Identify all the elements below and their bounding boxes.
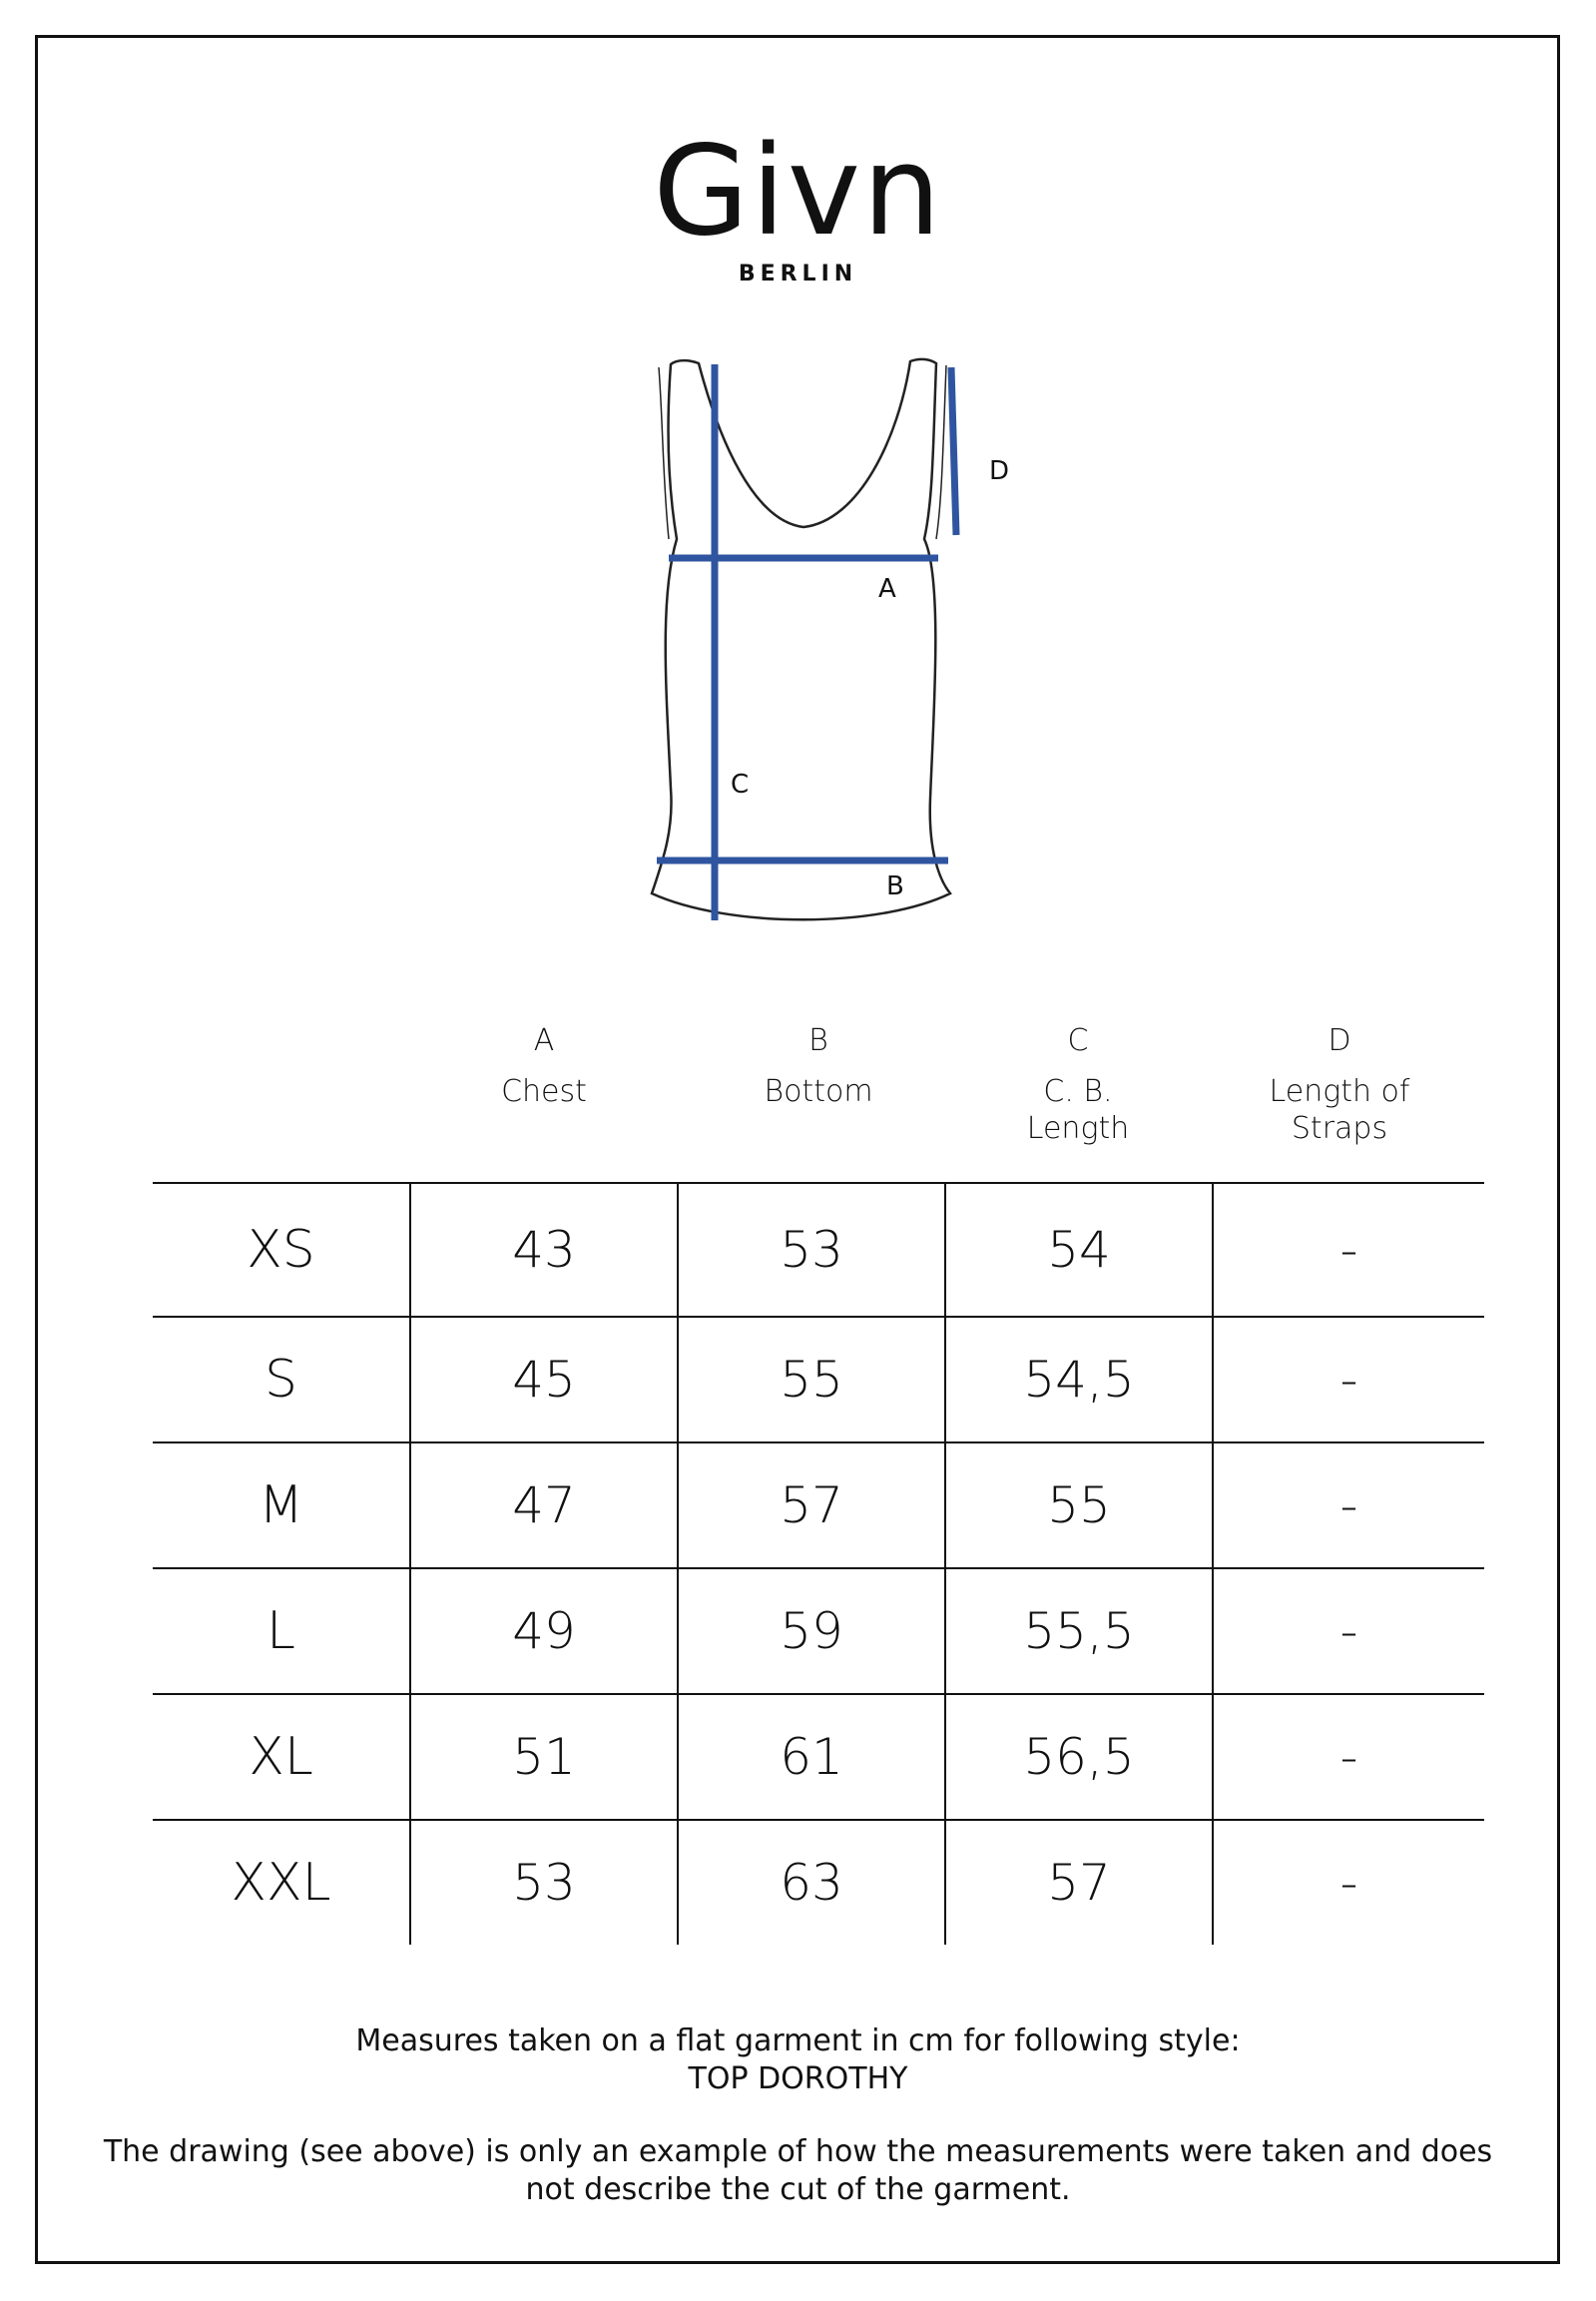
measure-line-d bbox=[951, 367, 956, 535]
table-row bbox=[153, 1820, 1484, 1945]
garment-diagram bbox=[0, 0, 1596, 958]
size-table bbox=[153, 1182, 1484, 1945]
column-letter: C bbox=[1067, 1023, 1089, 1058]
column-header-cb-length bbox=[948, 1022, 1208, 1147]
column-name: C. B. Length bbox=[1026, 1074, 1130, 1146]
column-letter: D bbox=[1328, 1023, 1351, 1058]
diagram-label-b: B bbox=[886, 871, 904, 901]
brand-logo: Givn bbox=[653, 120, 943, 264]
size-cell: XXL bbox=[153, 1820, 410, 1945]
size-cell: XS bbox=[153, 1183, 410, 1317]
measurement-lines bbox=[657, 364, 956, 920]
brand-subtitle: BERLIN bbox=[738, 262, 858, 287]
note-style-name: TOP DOROTHY bbox=[688, 2061, 908, 2096]
length-cell: 55 bbox=[945, 1442, 1213, 1568]
size-cell: M bbox=[153, 1442, 410, 1568]
size-cell: S bbox=[153, 1317, 410, 1442]
length-cell: 57 bbox=[945, 1820, 1213, 1945]
chest-cell: 45 bbox=[410, 1317, 678, 1442]
chest-cell: 47 bbox=[410, 1442, 678, 1568]
note-disclaimer-cont: not describe the cut of the garment. bbox=[525, 2172, 1071, 2207]
diagram-label-a: A bbox=[878, 574, 896, 604]
column-header-straps bbox=[1210, 1022, 1469, 1147]
length-cell: 54 bbox=[945, 1183, 1213, 1317]
table-row bbox=[153, 1317, 1484, 1442]
table-row bbox=[153, 1183, 1484, 1317]
tank-top-outline bbox=[652, 359, 950, 919]
straps-cell: - bbox=[1213, 1568, 1484, 1694]
straps-cell: - bbox=[1213, 1694, 1484, 1820]
bottom-cell: 59 bbox=[678, 1568, 945, 1694]
column-letter: B bbox=[808, 1023, 828, 1058]
column-name: Length of Straps bbox=[1269, 1074, 1410, 1146]
size-cell: XL bbox=[153, 1694, 410, 1820]
straps-cell: - bbox=[1213, 1442, 1484, 1568]
column-header-chest bbox=[414, 1022, 674, 1110]
chest-cell: 53 bbox=[410, 1820, 678, 1945]
column-letter: A bbox=[533, 1023, 555, 1058]
straps-cell: - bbox=[1213, 1317, 1484, 1442]
note-measures: Measures taken on a flat garment in cm for following style: bbox=[355, 2023, 1241, 2058]
bottom-cell: 61 bbox=[678, 1694, 945, 1820]
table-row bbox=[153, 1442, 1484, 1568]
straps-cell: - bbox=[1213, 1820, 1484, 1945]
bottom-cell: 53 bbox=[678, 1183, 945, 1317]
length-cell: 55,5 bbox=[945, 1568, 1213, 1694]
chest-cell: 43 bbox=[410, 1183, 678, 1317]
chest-cell: 51 bbox=[410, 1694, 678, 1820]
size-cell: L bbox=[153, 1568, 410, 1694]
length-cell: 56,5 bbox=[945, 1694, 1213, 1820]
column-name: Bottom bbox=[764, 1074, 873, 1109]
bottom-cell: 55 bbox=[678, 1317, 945, 1442]
note-disclaimer: The drawing (see above) is only an example of how the measurements were taken and does bbox=[103, 2134, 1493, 2169]
bottom-cell: 57 bbox=[678, 1442, 945, 1568]
straps-cell: - bbox=[1213, 1183, 1484, 1317]
chest-cell: 49 bbox=[410, 1568, 678, 1694]
column-name: Chest bbox=[501, 1074, 587, 1109]
bottom-cell: 63 bbox=[678, 1820, 945, 1945]
table-row bbox=[153, 1568, 1484, 1694]
diagram-label-c: C bbox=[731, 770, 750, 800]
diagram-label-d: D bbox=[989, 456, 1010, 486]
column-header-bottom bbox=[689, 1022, 948, 1110]
length-cell: 54,5 bbox=[945, 1317, 1213, 1442]
table-row bbox=[153, 1694, 1484, 1820]
